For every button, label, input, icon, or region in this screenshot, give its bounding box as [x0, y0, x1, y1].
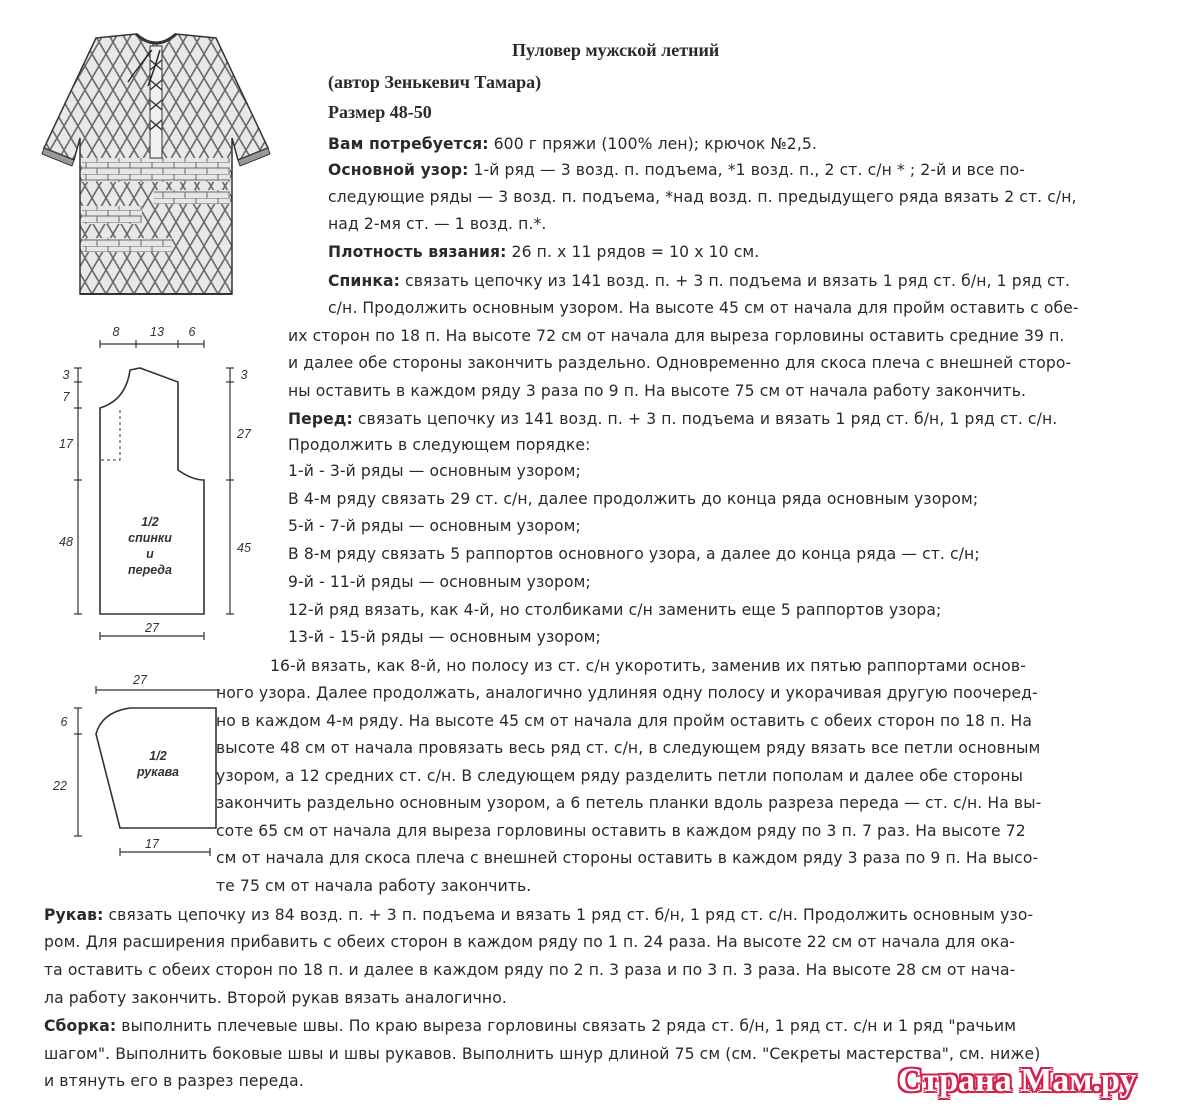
text-line: 5-й - 7-й ряды — основным узором; [288, 517, 581, 535]
dim-top-1: 8 [112, 325, 120, 339]
text-line: 16-й вязать, как 8-й, но полосу из ст. с/н укоротить, заменив их пятью раппортами основ- [270, 657, 1026, 675]
text-line: высоте 48 см от начала провязать весь ряд ст. с/н, в следующем ряду вязать все петли основным [216, 739, 1041, 757]
text-line: Основной узор: 1-й ряд — 3 возд. п. подъема, *1 возд. п., 2 ст. с/н * ; 2-й и все по- [328, 161, 1026, 179]
text-line: Спинка: связать цепочку из 141 возд. п. + 3 п. подъема и вязать 1 ряд ст. б/н, 1 ряд ст. [328, 272, 1071, 290]
dim-right-3: 45 [237, 541, 251, 555]
dim-sleeve-top: 27 [133, 673, 147, 687]
text-line: Перед: связать цепочку из 141 возд. п. + 3 п. подъема и вязать 1 ряд ст. б/н, 1 ряд ст. с/н. [288, 410, 1058, 428]
text-line: и далее обе стороны закончить раздельно. Одновременно для скоса плеча с внешней сторо- [288, 354, 1072, 372]
dim-top-2: 13 [150, 325, 164, 339]
text-line: В 4-м ряду связать 29 ст. с/н, далее продолжить до конца ряда основным узором; [288, 490, 979, 508]
text-line: 1-й - 3-й ряды — основным узором; [288, 462, 581, 480]
dim-sleeve-bottom: 17 [145, 837, 159, 851]
dim-sleeve-left-2: 22 [53, 779, 67, 793]
text-line: но в каждом 4-м ряду. На высоте 45 см от начала для пройм оставить с обеих сторон по 18 п. На [216, 712, 1032, 730]
text-line: шагом". Выполнить боковые швы и швы рукавов. Выполнить шнур длиной 75 см (см. "Секреты мастерства", см. ниже) [44, 1045, 1041, 1063]
dim-right-2: 27 [237, 427, 251, 441]
text-line: ны оставить в каждом ряду 3 раза по 9 п. На высоте 75 см от начала работу закончить. [288, 382, 1027, 400]
text-line: та оставить с обеих сторон по 18 п. и далее в каждом ряду по 2 п. 3 раза и по 3 п. 3 раза. На высоте 28 см от нача- [44, 961, 1016, 979]
dim-left-2: 7 [62, 390, 70, 404]
piece-label-line: 1/2 [149, 749, 167, 763]
dim-left-3: 17 [59, 437, 73, 451]
text-line: Продолжить в следующем порядке: [288, 436, 591, 454]
text-line: ла работу закончить. Второй рукав вязать аналогично. [44, 989, 507, 1007]
dim-top-3: 6 [188, 325, 196, 339]
piece-label-line: переда [127, 563, 173, 577]
dim-left-1: 3 [62, 368, 70, 382]
text-line: Плотность вязания: 26 п. х 11 рядов = 10 х 10 см. [328, 243, 760, 261]
text-line: ного узора. Далее продолжать, аналогично удлиняя одну полосу и укорачивая другую поочеред- [216, 684, 1038, 702]
text-line: 9-й - 11-й ряды — основным узором; [288, 573, 591, 591]
text-line: Рукав: связать цепочку из 84 возд. п. + 3 п. подъема и вязать 1 ряд ст. б/н, 1 ряд ст. с/н. Продолжить основным узо- [44, 906, 1034, 924]
text-line: соте 65 см от начала для выреза горловины оставить в каждом ряду по 3 п. 7 раз. На высоте 72 [216, 822, 1026, 840]
text-line: ром. Для расширения прибавить с обеих сторон в каждом ряду по 1 п. 24 раза. На высоте 22 см от начала для ока- [44, 933, 1016, 951]
piece-label-line: 1/2 [141, 515, 159, 529]
text-line: их сторон по 18 п. На высоте 72 см от начала для выреза горловины оставить средние 39 п. [288, 327, 1065, 345]
piece-label-line: и [146, 547, 154, 561]
pattern-title: Пуловер мужской летний [512, 40, 720, 60]
text-line: Вам потребуется: 600 г пряжи (100% лен); крючок №2,5. [328, 135, 817, 153]
text-line: В 8-м ряду связать 5 раппортов основного узора, а далее до конца ряда — ст. с/н; [288, 545, 980, 563]
text-line: закончить раздельно основным узором, а 6 петель планки вдоль разреза переда — ст. с/н. На вы- [216, 794, 1042, 812]
text-line: следующие ряды — 3 возд. п. подъема, *над возд. п. предыдущего ряда вязать 2 ст. с/н, [328, 188, 1077, 206]
dim-left-4: 48 [59, 535, 73, 549]
pattern-size: Размер 48-50 [328, 102, 432, 122]
dim-sleeve-left-1: 6 [60, 715, 68, 729]
sleeve-schematic [40, 668, 220, 868]
text-line: с/н. Продолжить основным узором. На высоте 45 см от начала для пройм оставить с обе- [328, 299, 1079, 317]
piece-label-line: спинки [128, 531, 172, 545]
pattern-author: (автор Зенькевич Тамара) [328, 72, 542, 92]
dim-bottom: 27 [145, 621, 159, 635]
text-line: 13-й - 15-й ряды — основным узором; [288, 628, 601, 646]
text-line: те 75 см от начала работу закончить. [216, 877, 532, 895]
dim-right-1: 3 [240, 368, 248, 382]
text-line: см от начала для скоса плеча с внешней стороны оставить в каждом ряду 3 раза по 9 п. На высо- [216, 849, 1039, 867]
text-line: 12-й ряд вязать, как 4-й, но столбиками с/н заменить еще 5 раппортов узора; [288, 601, 942, 619]
text-line: Сборка: выполнить плечевые швы. По краю выреза горловины связать 2 ряда ст. б/н, 1 ряд ст. с/н и 1 ряд "рачьим [44, 1017, 1017, 1035]
site-watermark: Страна Мам.ру [898, 1062, 1137, 1099]
text-line: над 2-мя ст. — 1 возд. п.*. [328, 215, 547, 233]
body-schematic [40, 320, 251, 650]
sweater-illustration [36, 30, 276, 295]
piece-label-line: рукава [136, 765, 180, 779]
text-line: узором, а 12 средних ст. с/н. В следующем ряду разделить петли пополам и далее обе стороны [216, 767, 1024, 785]
text-line: и втянуть его в разрез переда. [44, 1072, 304, 1090]
